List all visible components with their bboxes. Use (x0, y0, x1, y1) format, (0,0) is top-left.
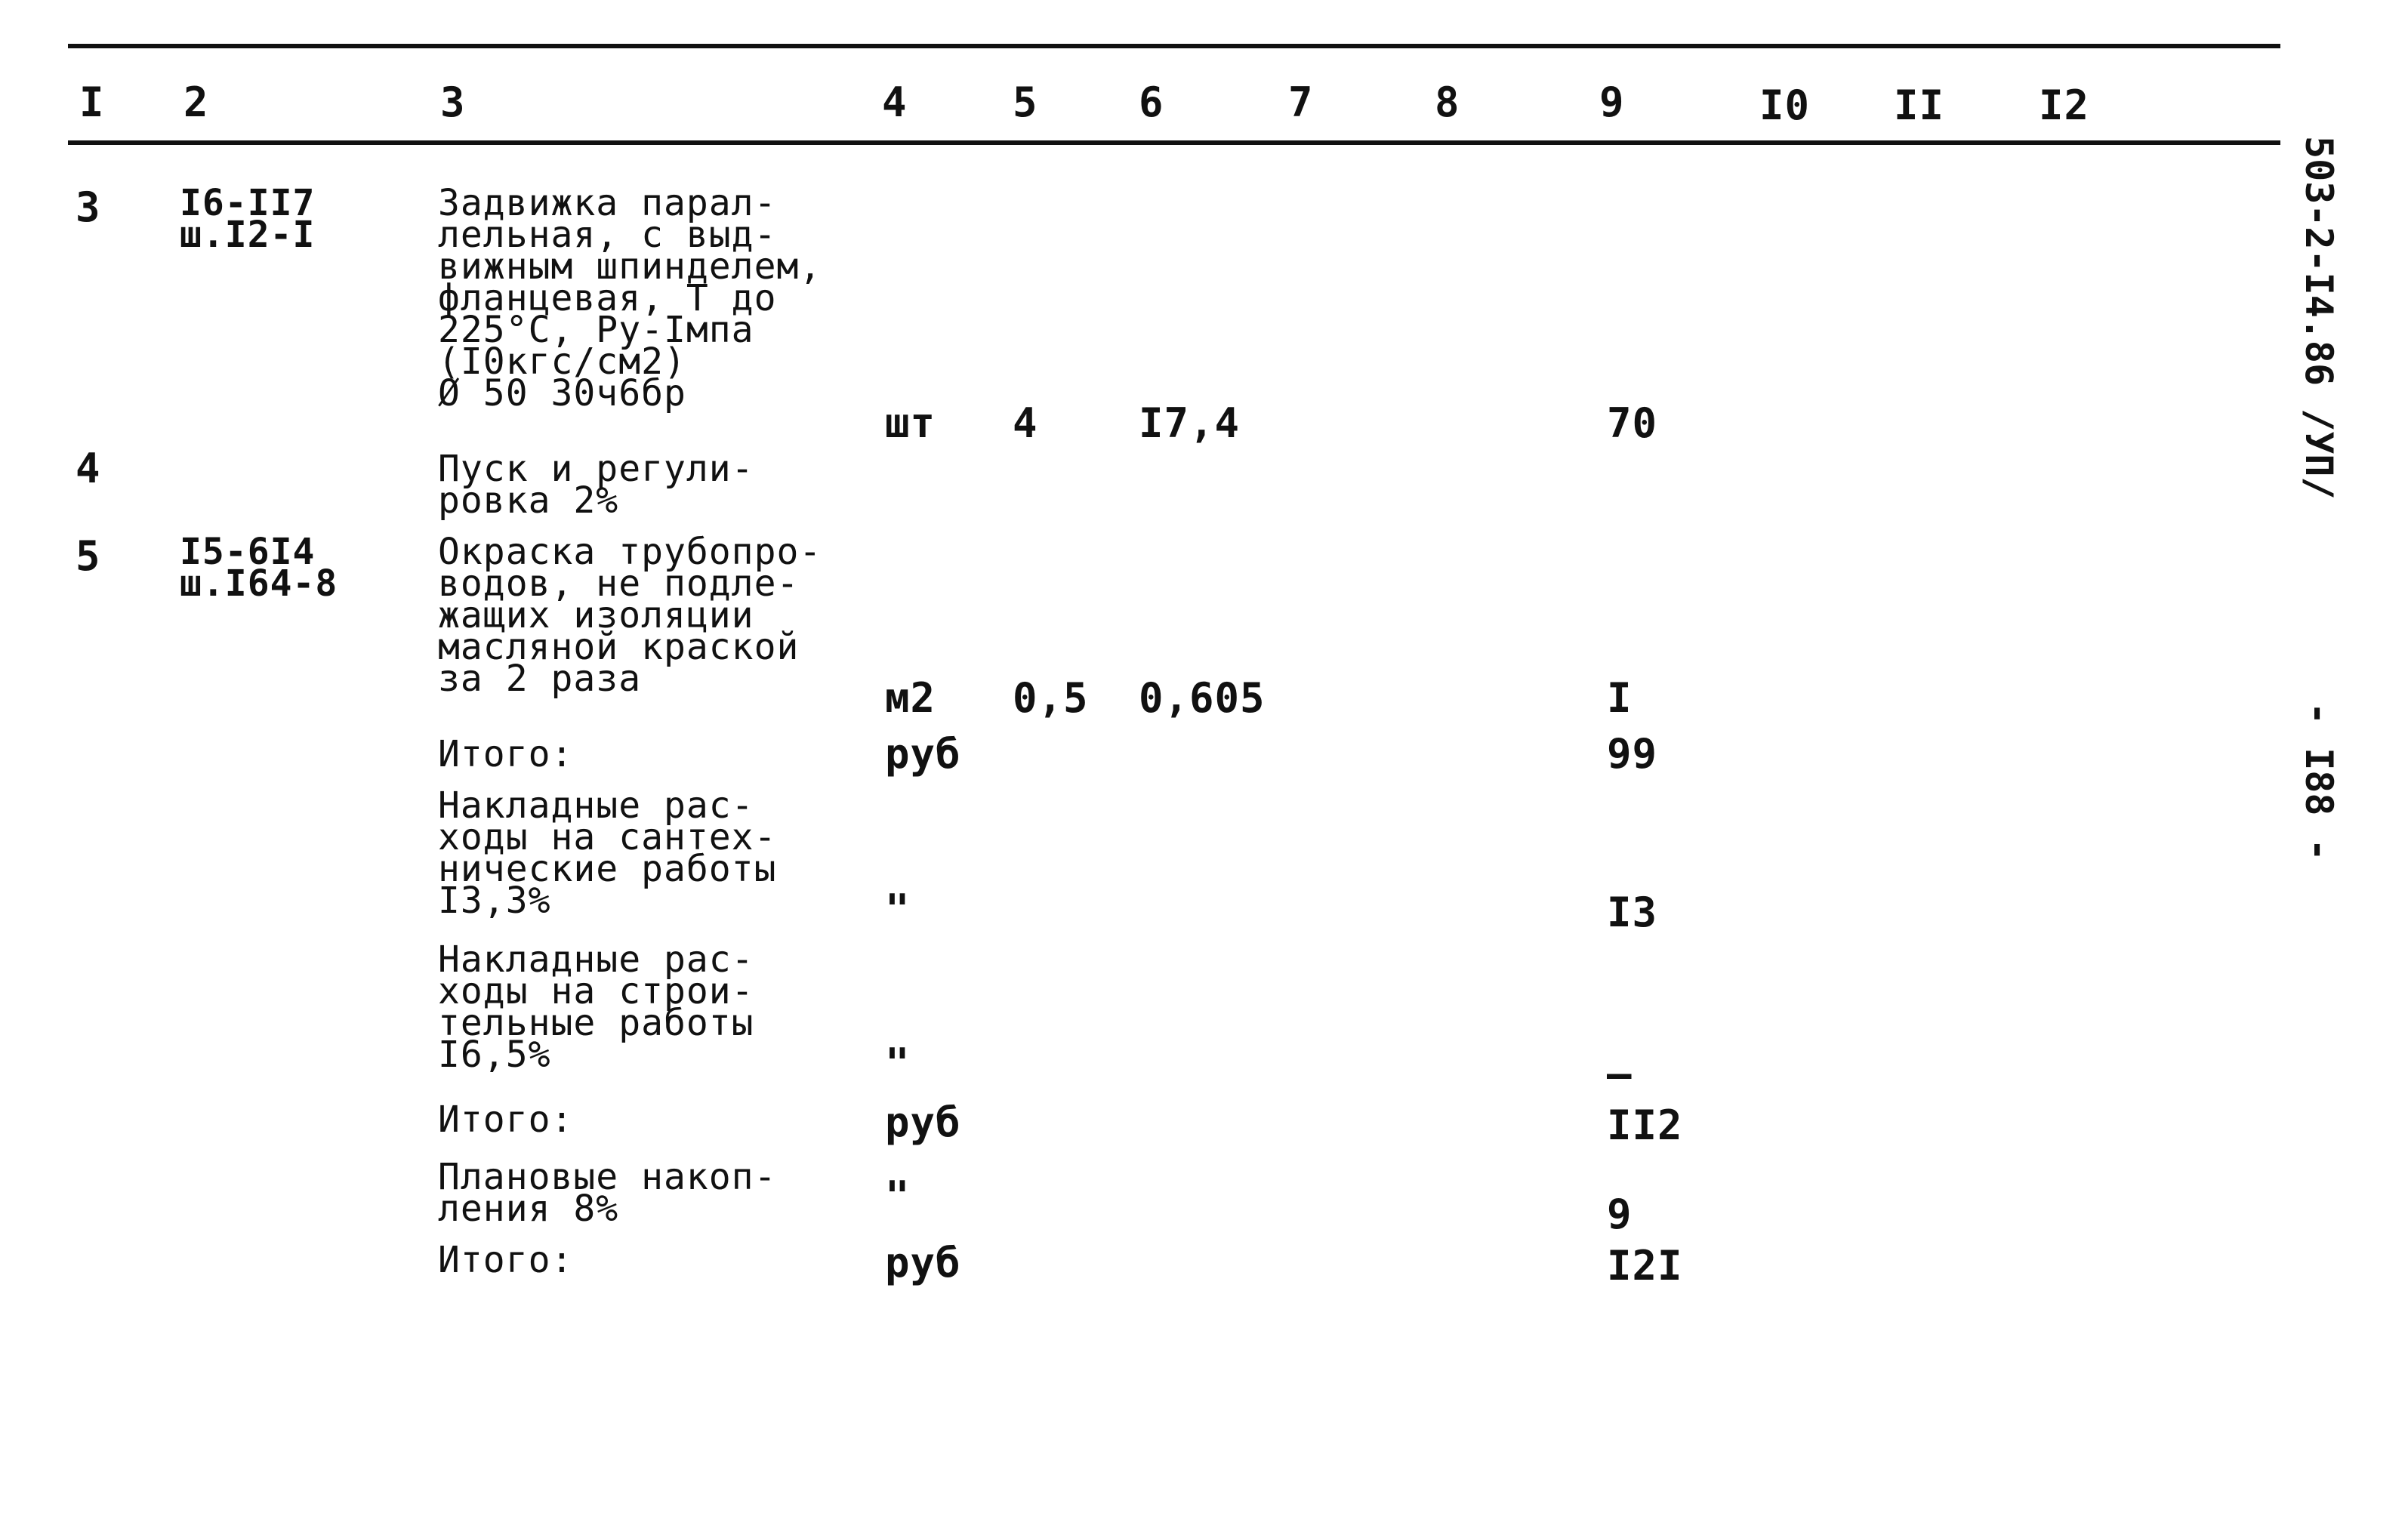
column-header-5: 5 (1013, 79, 1038, 126)
unit-cell: руб (885, 730, 961, 778)
total-label: Итого: (438, 1239, 574, 1281)
unit-cell: руб (885, 1098, 961, 1146)
total-cost-cell: I3 (1607, 889, 1658, 936)
column-header-8: 8 (1435, 79, 1460, 126)
unit-cell: м2 (885, 674, 936, 722)
row-number: 3 (76, 183, 101, 231)
norm-reference: I5-6I4 ш.I64-8 (180, 531, 338, 605)
item-description: Окраска трубопро- водов, не подле- жащих изоляции масляной краской за 2 раза (438, 531, 822, 700)
unit-cost-cell: 0,605 (1139, 674, 1266, 722)
column-header-2: 2 (183, 79, 209, 126)
unit-cell: шт (885, 399, 936, 447)
row-number: 5 (76, 532, 101, 580)
total-cost-cell: 9 (1607, 1191, 1633, 1238)
unit-cell: руб (885, 1239, 961, 1286)
page-number: - I88 - (2297, 702, 2341, 861)
header-bottom-rule (68, 140, 2280, 145)
subtotal-label: Итого: (438, 733, 574, 775)
column-header-6: 6 (1139, 79, 1164, 126)
row-number: 4 (76, 445, 101, 492)
column-header-10: I0 (1759, 82, 1811, 129)
column-header-12: I2 (2039, 82, 2090, 129)
unit-cell: " (885, 1172, 911, 1220)
total-cost-cell: II2 (1607, 1102, 1683, 1149)
column-header-1: I (79, 79, 105, 126)
unit-cost-cell: I7,4 (1139, 399, 1241, 447)
total-cost-cell: I2I (1607, 1242, 1683, 1290)
column-header-11: II (1894, 82, 1945, 129)
header-top-rule (68, 44, 2280, 48)
norm-reference: I6-II7 ш.I2-I (180, 182, 316, 256)
item-description: Задвижка парал- лельная, с выд- вижным шпинделем, фланцевая, Т до 225°С, Ру-Iмпа (I0кгс/см2) Ø 50 30ч6бр (438, 182, 822, 414)
column-header-7: 7 (1288, 79, 1314, 126)
overhead-plumbing-label: Накладные рас- ходы на сантех- нические работы I3,3% (438, 784, 777, 922)
unit-cell: " (885, 886, 911, 933)
column-header-3: 3 (440, 79, 466, 126)
subtotal-label: Итого: (438, 1098, 574, 1141)
total-cost-cell: I (1607, 674, 1633, 722)
total-cost-cell: – (1607, 1050, 1633, 1098)
document-code: 503-2-I4.86 /УП/ (2297, 136, 2341, 500)
quantity-cell: 0,5 (1013, 674, 1089, 722)
column-header-4: 4 (882, 79, 908, 126)
planned-savings-label: Плановые накоп- ления 8% (438, 1156, 777, 1230)
overhead-construction-label: Накладные рас- ходы на строи- тельные работы I6,5% (438, 938, 754, 1076)
unit-cell: " (885, 1040, 911, 1087)
total-cost-cell: 70 (1607, 399, 1658, 447)
column-header-9: 9 (1599, 79, 1625, 126)
item-description: Пуск и регули- ровка 2% (438, 448, 754, 522)
quantity-cell: 4 (1013, 399, 1038, 447)
total-cost-cell: 99 (1607, 730, 1658, 778)
